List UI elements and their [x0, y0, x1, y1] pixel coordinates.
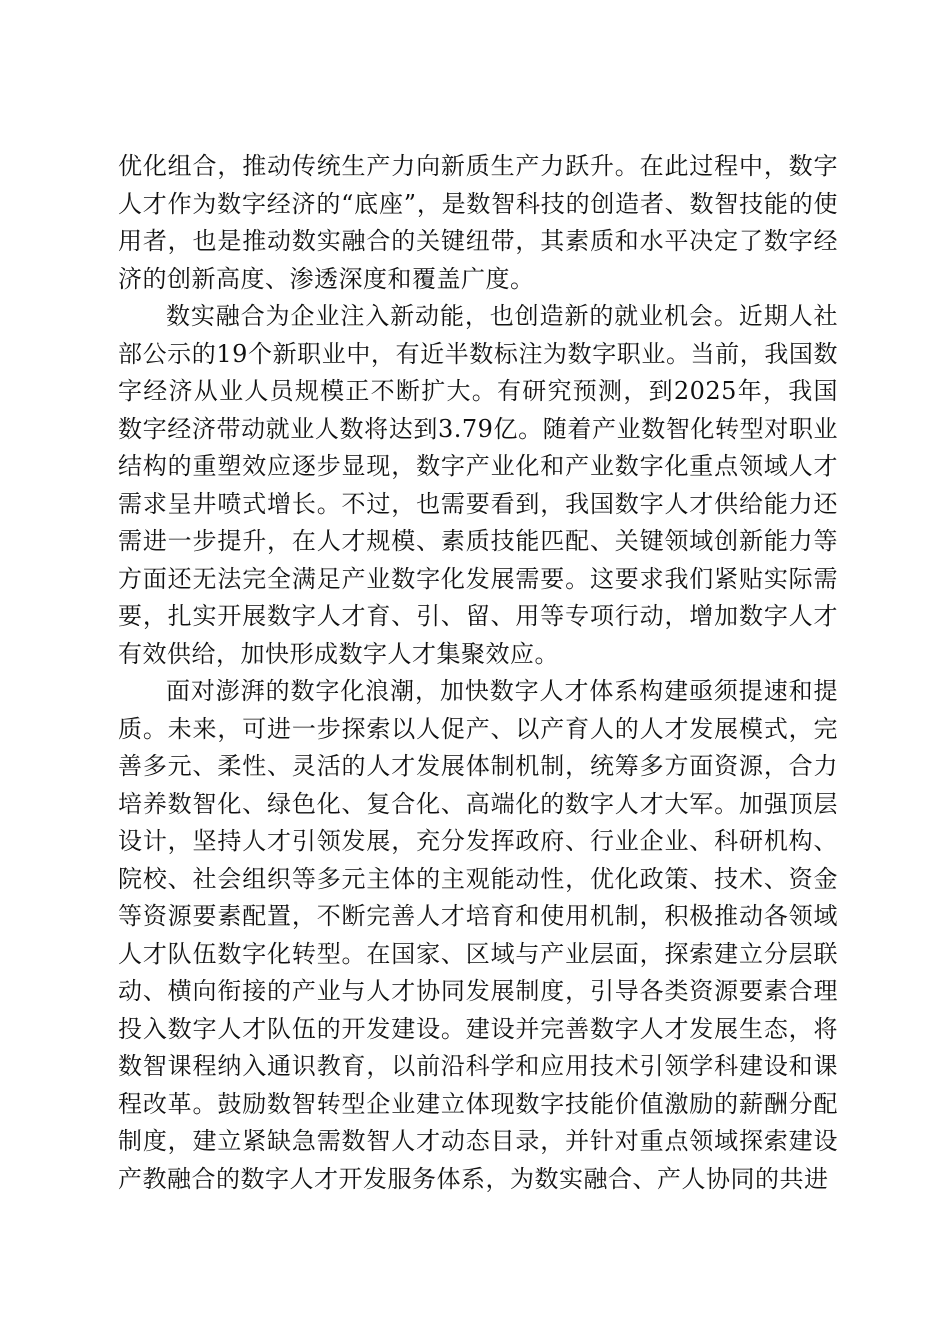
- paragraph-talent-system: 面对澎湃的数字化浪潮，加快数字人才体系构建亟须提速和提质。未来，可进一步探索以人促产、以产育人的人才发展模式，完善多元、柔性、灵活的人才发展体制机制，统筹多方面资源，合力培养数智化、绿色化、复合化、高端化的数字人才大军。加强顶层设计，坚持人才引领发展，充分发挥政府、行业企业、科研机构、院校、社会组织等多元主体的主观能动性，优化政策、技术、资金等资源要素配置，不断完善人才培育和使用机制，积极推动各领域人才队伍数字化转型。在国家、区域与产业层面，探索建立分层联动、横向衔接的产业与人才协同发展制度，引导各类资源要素合理投入数字人才队伍的开发建设。建设并完善数字人才发展生态，将数智课程纳入通识教育，以前沿科学和应用技术引领学科建设和课程改革。鼓励数智转型企业建立体现数字技能价值激励的薪酬分配制度，建立紧缺急需数智人才动态目录，并针对重点领域探索建设产教融合的数字人才开发服务体系，为数实融合、产人协同的共进: [118, 677, 838, 1193]
- paragraph-digital-jobs: 数实融合为企业注入新动能，也创造新的就业机会。近期人社部公示的19个新职业中，有近半数标注为数字职业。当前，我国数字经济从业人员规模正不断扩大。有研究预测，到2025年，我国数字经济带动就业人数将达到3.79亿。随着产业数智化转型对职业结构的重塑效应逐步显现，数字产业化和产业数字化重点领域人才需求呈井喷式增长。不过，也需要看到，我国数字人才供给能力还需进一步提升，在人才规模、素质技能匹配、关键领域创新能力等方面还无法完全满足产业数字化发展需要。这要求我们紧贴实际需要，扎实开展数字人才育、引、留、用等专项行动，增加数字人才有效供给，加快形成数字人才集聚效应。: [118, 302, 838, 668]
- document-body: [118, 148, 838, 1198]
- paragraph-continuation: 优化组合，推动传统生产力向新质生产力跃升。在此过程中，数字人才作为数字经济的“底座”，是数智科技的创造者、数智技能的使用者，也是推动数实融合的关键纽带，其素质和水平决定了数字经济的创新高度、渗透深度和覆盖广度。: [118, 152, 838, 293]
